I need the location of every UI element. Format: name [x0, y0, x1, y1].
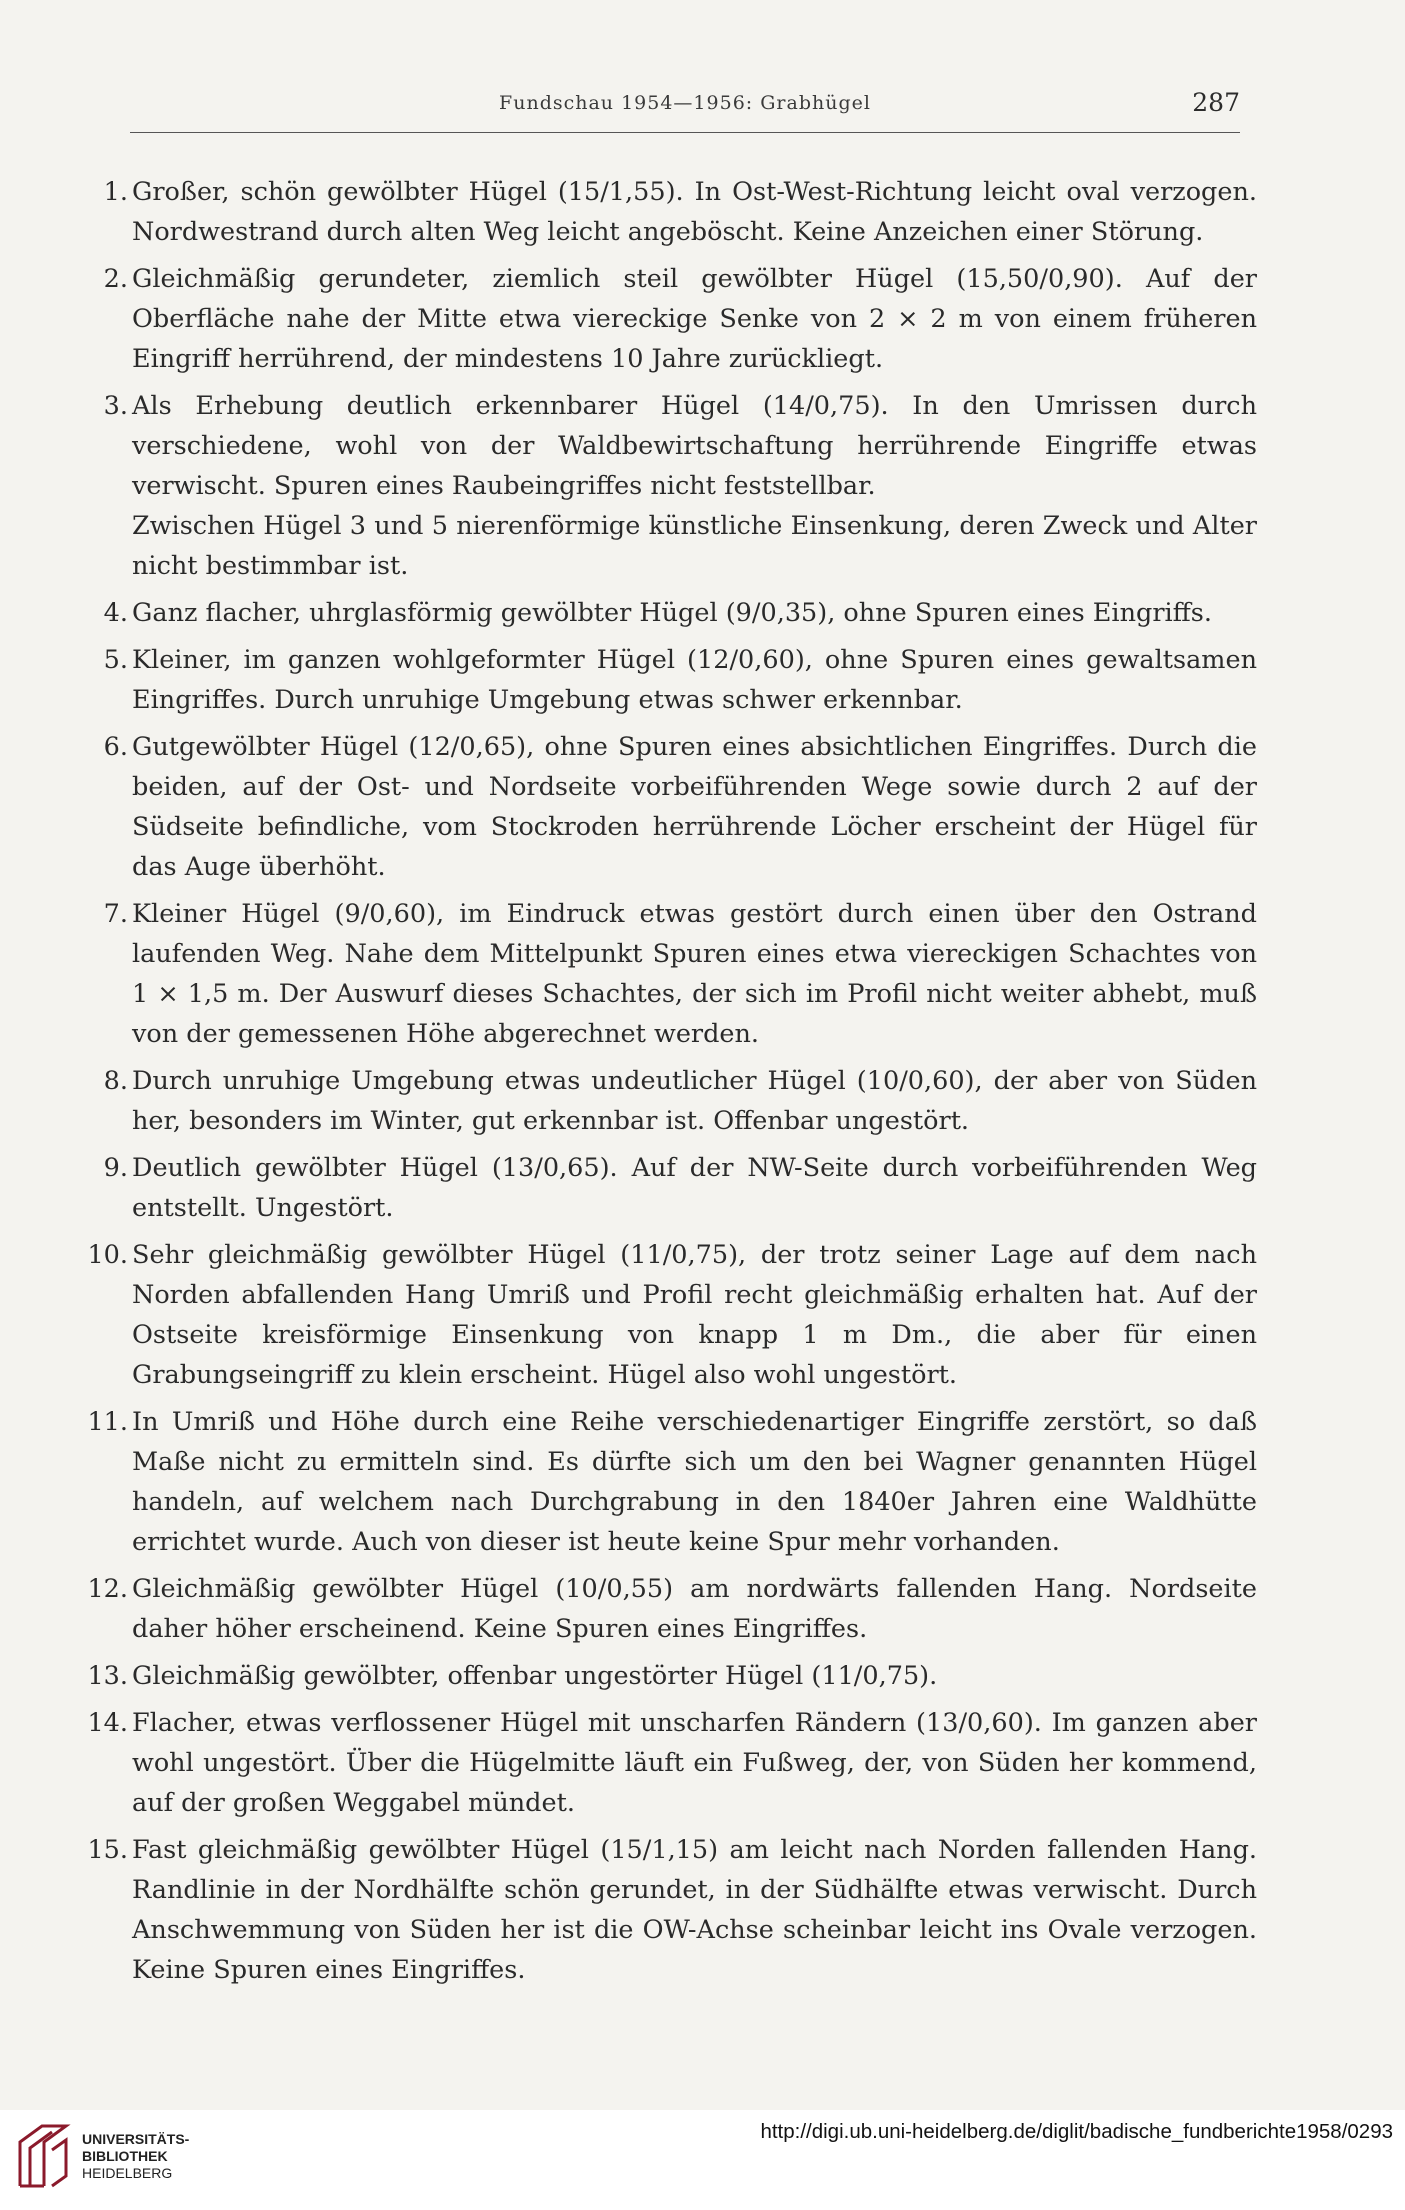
item-number: 8. — [103, 1066, 128, 1096]
item-number: 6. — [103, 732, 128, 762]
item-number: 11. — [87, 1407, 128, 1437]
item-text: Gleichmäßig gewölbter, offenbar ungestörter Hügel (11/0,75). — [132, 1661, 938, 1691]
list-item — [82, 640, 1257, 720]
list-item — [82, 259, 1257, 379]
list-item — [82, 727, 1257, 887]
list-note — [82, 506, 1257, 586]
library-logo-icon — [12, 2120, 74, 2192]
library-logo-text — [82, 2131, 189, 2182]
page-number: 287 — [1192, 88, 1240, 117]
item-text: Durch unruhige Umgebung etwas undeutlicher Hügel (10/0,60), der aber von Süden her, besonders im Winter, gut erkennbar ist. Offenbar ungestört. — [132, 1066, 1257, 1136]
item-number: 7. — [103, 899, 128, 929]
list-item — [82, 593, 1257, 633]
list-item — [82, 1569, 1257, 1649]
item-text: Deutlich gewölbter Hügel (13/0,65). Auf der NW-Seite durch vorbeiführenden Weg entstellt. Ungestört. — [132, 1153, 1257, 1223]
list-item — [82, 894, 1257, 1054]
logo-line-2: BIBLIOTHEK — [82, 2148, 168, 2164]
list-item — [82, 172, 1257, 252]
list-item — [82, 1402, 1257, 1562]
list-item — [82, 1656, 1257, 1696]
list-item — [82, 1148, 1257, 1228]
list-item — [82, 1830, 1257, 1990]
item-number: 3. — [103, 391, 128, 421]
item-number: 15. — [87, 1835, 128, 1865]
item-number: 9. — [103, 1153, 128, 1183]
logo-line-3: HEIDELBERG — [82, 2165, 173, 2181]
item-text: Kleiner Hügel (9/0,60), im Eindruck etwas gestört durch einen über den Ostrand laufenden Weg. Nahe dem Mittelpunkt Spuren eines etwa viereckigen Schachtes von 1 × 1,5 m. Der Auswurf dieses Schachtes, der sich im Profil nicht weiter abhebt, muß von der gemessenen Höhe abgerechnet werden. — [132, 899, 1257, 1049]
item-text: In Umriß und Höhe durch eine Reihe verschiedenartiger Eingriffe zerstört, so daß Maße nicht zu ermitteln sind. Es dürfte sich um den bei Wagner genannten Hügel handeln, auf welchem nach Durchgrabung in den 1840er Jahren eine Waldhütte errichtet wurde. Auch von dieser ist heute keine Spur mehr vorhanden. — [132, 1407, 1257, 1557]
running-title: Fundschau 1954—1956: Grabhügel — [499, 92, 871, 114]
item-number: 12. — [87, 1574, 128, 1604]
item-number: 2. — [103, 264, 128, 294]
item-text: Fast gleichmäßig gewölbter Hügel (15/1,15) am leicht nach Norden fallenden Hang. Randlinie in der Nordhälfte schön gerundet, in der Südhälfte etwas verwischt. Durch Anschwemmung von Süden her ist die OW-Achse scheinbar leicht ins Ovale verzogen. Keine Spuren eines Eingriffes. — [132, 1835, 1257, 1985]
item-text: Zwischen Hügel 3 und 5 nierenförmige künstliche Einsenkung, deren Zweck und Alter nicht bestimmbar ist. — [132, 511, 1257, 581]
list-item — [82, 1061, 1257, 1141]
item-text: Gutgewölbter Hügel (12/0,65), ohne Spuren eines absichtlichen Eingriffes. Durch die beiden, auf der Ost- und Nordseite vorbeiführenden Wege sowie durch 2 auf der Südseite befindliche, vom Stockroden herrührende Löcher erscheint der Hügel für das Auge überhöht. — [132, 732, 1257, 882]
item-number: 14. — [87, 1708, 128, 1738]
item-text: Als Erhebung deutlich erkennbarer Hügel (14/0,75). In den Umrissen durch verschiedene, wohl von der Waldbewirtschaftung herrührende Eingriffe etwas verwischt. Spuren eines Raubeingriffes nicht feststellbar. — [132, 391, 1257, 501]
list-item — [82, 1235, 1257, 1395]
header-rule — [130, 132, 1240, 133]
item-text: Kleiner, im ganzen wohlgeformter Hügel (12/0,60), ohne Spuren eines gewaltsamen Eingriffes. Durch unruhige Umgebung etwas schwer erkennbar. — [132, 645, 1257, 715]
mound-list — [82, 172, 1257, 1997]
item-text: Großer, schön gewölbter Hügel (15/1,55). In Ost-West-Richtung leicht oval verzogen. Nordwestrand durch alten Weg leicht angeböscht. Keine Anzeichen einer Störung. — [132, 177, 1257, 247]
list-item — [82, 386, 1257, 506]
item-text: Sehr gleichmäßig gewölbter Hügel (11/0,75), der trotz seiner Lage auf dem nach Norden abfallenden Hang Umriß und Profil recht gleichmäßig erhalten hat. Auf der Ostseite kreisförmige Einsenkung von knapp 1 m Dm., die aber für einen Grabungseingriff zu klein erscheint. Hügel also wohl ungestört. — [132, 1240, 1257, 1390]
logo-line-1: UNIVERSITÄTS- — [82, 2131, 190, 2147]
running-head — [130, 88, 1240, 128]
item-number: 5. — [103, 645, 128, 675]
item-number: 10. — [87, 1240, 128, 1270]
list-item — [82, 1703, 1257, 1823]
item-text: Flacher, etwas verflossener Hügel mit unscharfen Rändern (13/0,60). Im ganzen aber wohl ungestört. Über die Hügelmitte läuft ein Fußweg, der, von Süden her kommend, auf der großen Weggabel mündet. — [132, 1708, 1257, 1818]
item-text: Ganz flacher, uhrglasförmig gewölbter Hügel (9/0,35), ohne Spuren eines Eingriffs. — [132, 598, 1212, 628]
item-text: Gleichmäßig gerundeter, ziemlich steil gewölbter Hügel (15,50/0,90). Auf der Oberfläche nahe der Mitte etwa viereckige Senke von 2 × 2 m von einem früheren Eingriff herrührend, der mindestens 10 Jahre zurückliegt. — [132, 264, 1257, 374]
item-number: 13. — [87, 1661, 128, 1691]
item-number: 1. — [103, 177, 128, 207]
item-number: 4. — [103, 598, 128, 628]
source-url-link[interactable]: http://digi.ub.uni-heidelberg.de/diglit/badische_fundberichte1958/0293 — [760, 2120, 1393, 2143]
item-text: Gleichmäßig gewölbter Hügel (10/0,55) am nordwärts fallenden Hang. Nordseite daher höher erscheinend. Keine Spuren eines Eingriffes. — [132, 1574, 1257, 1644]
